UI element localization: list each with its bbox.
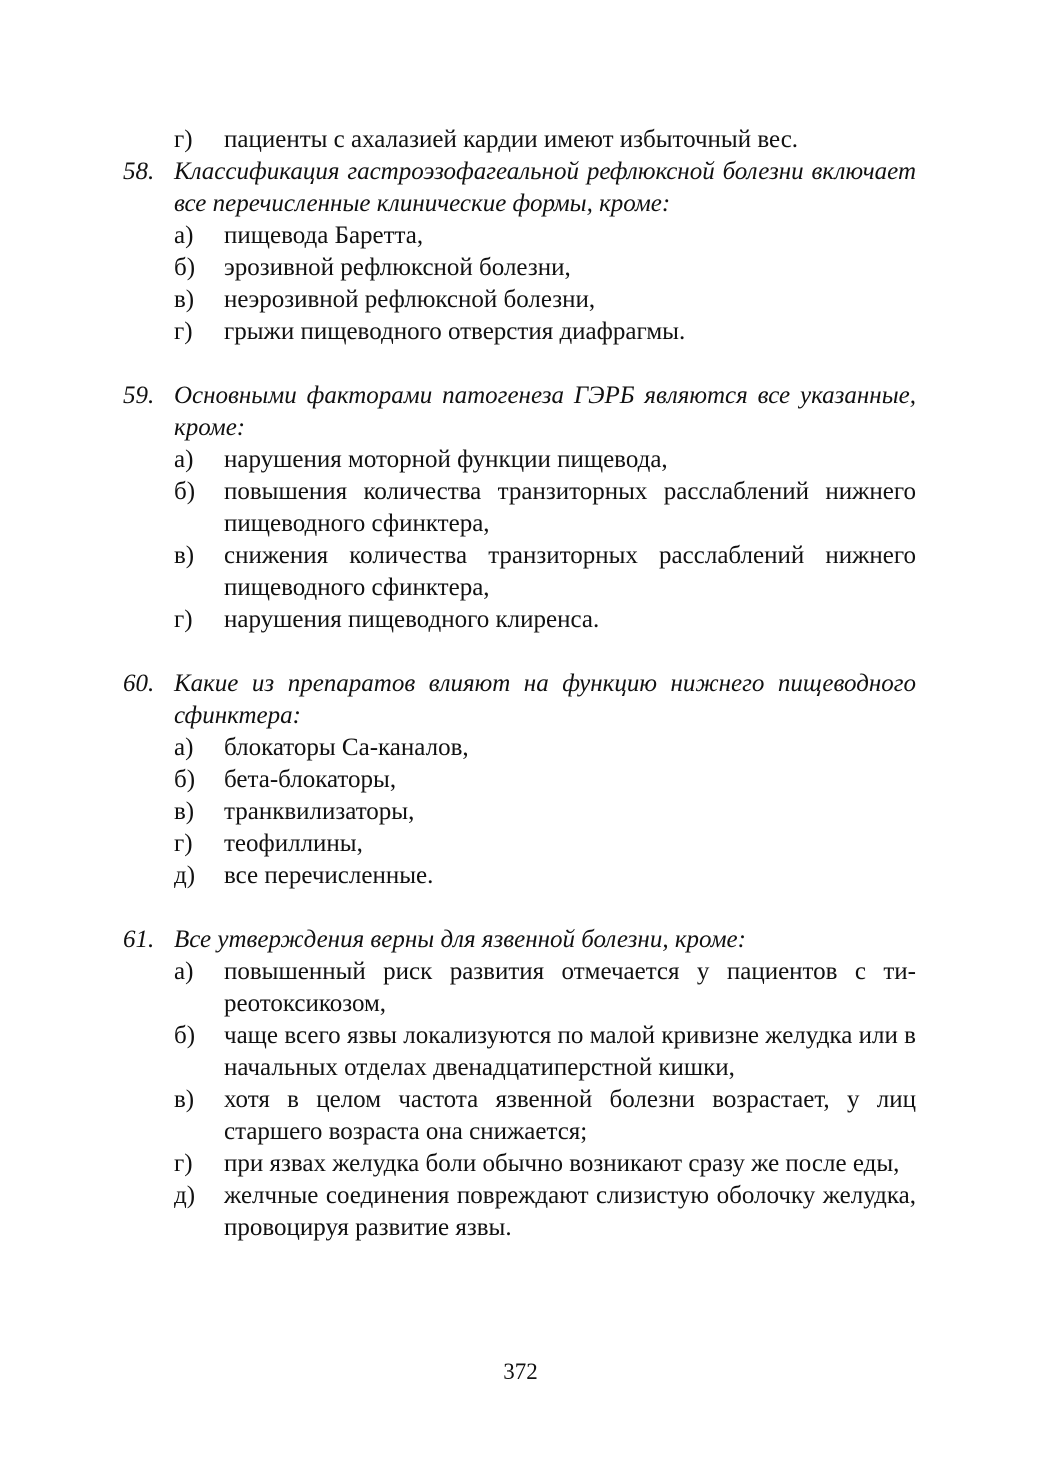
question-number: 61.: [123, 926, 155, 953]
option-letter: в): [174, 286, 195, 313]
option-letter: в): [174, 542, 195, 569]
question-number: 59.: [123, 382, 155, 409]
option-letter: а): [174, 222, 194, 249]
question-text: Основными факторами патогенеза ГЭРБ являются все указанные, кроме:: [174, 382, 916, 441]
option-text: пищевода Баретта,: [224, 222, 424, 249]
question-text: Все утверждения верны для язвенной болезни, кроме:: [174, 926, 746, 953]
option-text: все перечисленные.: [224, 862, 434, 889]
question-58: [123, 156, 916, 348]
option-text: при язвах желудка боли обычно возникают сразу же после еды,: [224, 1150, 900, 1177]
question-number: 58.: [123, 158, 155, 185]
option-text: транквилизаторы,: [224, 798, 415, 825]
page-number: 372: [503, 1359, 538, 1384]
option: [123, 284, 916, 316]
question-60: [123, 668, 916, 892]
option-letter: г): [174, 606, 193, 633]
option-text: желчные соединения повреждают слизистую оболочку желудка, провоцируя развитие язвы.: [224, 1182, 916, 1241]
option-letter: а): [174, 958, 194, 985]
option-text: повышенный риск развития отмечается у пациентов с тиреотоксикозом,: [224, 958, 916, 1017]
option-letter: г): [174, 126, 193, 153]
question-text: Классификация гастроэзофагеальной рефлюксной болезни включает все перечисленные клинические формы, кроме:: [174, 158, 916, 217]
option-letter: в): [174, 798, 195, 825]
option: [123, 220, 916, 252]
option-text: пациенты с ахалазией кардии имеют избыточный вес.: [224, 126, 799, 153]
option: [123, 732, 916, 764]
option-text: нарушения пищеводного клиренса.: [224, 606, 600, 633]
option: [123, 316, 916, 348]
option-letter: г): [174, 318, 193, 345]
option-letter: б): [174, 1022, 196, 1049]
option: [123, 540, 916, 604]
option-text: бета-блокаторы,: [224, 766, 397, 793]
question-59: [123, 380, 916, 636]
question-57-continuation: [123, 124, 916, 156]
option: [123, 124, 916, 156]
option: [123, 444, 916, 476]
option: [123, 764, 916, 796]
option: [123, 796, 916, 828]
option-letter: в): [174, 1086, 195, 1113]
option-text: нарушения моторной функции пищевода,: [224, 446, 668, 473]
question-list: [123, 124, 916, 1244]
option-text: грыжи пищеводного отверстия диафрагмы.: [224, 318, 686, 345]
option-letter: г): [174, 1150, 193, 1177]
question-61: [123, 924, 916, 1244]
question-header: [123, 156, 916, 220]
option: [123, 1020, 916, 1084]
option: [123, 476, 916, 540]
option: [123, 1148, 916, 1180]
option-text: хотя в целом частота язвенной болезни возрастает, у лиц старшего возраста она снижается;: [224, 1086, 916, 1145]
option-letter: г): [174, 830, 193, 857]
option-text: чаще всего язвы локализуются по малой кривизне желудка или в начальных отделах двенадцатиперстной кишки,: [224, 1022, 916, 1081]
option-text: блокаторы Са-каналов,: [224, 734, 469, 761]
option: [123, 252, 916, 284]
option-text: теофиллины,: [224, 830, 363, 857]
question-number: 60.: [123, 670, 155, 697]
question-header: [123, 668, 916, 732]
question-header: [123, 924, 916, 956]
option: [123, 1084, 916, 1148]
option: [123, 828, 916, 860]
option: [123, 860, 916, 892]
question-header: [123, 380, 916, 444]
option-letter: б): [174, 254, 196, 281]
option-letter: б): [174, 478, 196, 505]
option: [123, 956, 916, 1020]
option-text: снижения количества транзиторных расслаблений нижнего пищеводного сфинктера,: [224, 542, 916, 601]
option: [123, 604, 916, 636]
option-text: неэрозивной рефлюксной болезни,: [224, 286, 596, 313]
option-text: повышения количества транзиторных расслаблений нижнего пищеводного сфинктера,: [224, 478, 916, 537]
option-letter: д): [174, 862, 196, 889]
option: [123, 1180, 916, 1244]
option-text: эрозивной рефлюксной болезни,: [224, 254, 571, 281]
option-letter: а): [174, 734, 194, 761]
question-text: Какие из препаратов влияют на функцию нижнего пищеводного сфинктера:: [174, 670, 916, 729]
option-letter: б): [174, 766, 196, 793]
option-letter: д): [174, 1182, 196, 1209]
option-letter: а): [174, 446, 194, 473]
